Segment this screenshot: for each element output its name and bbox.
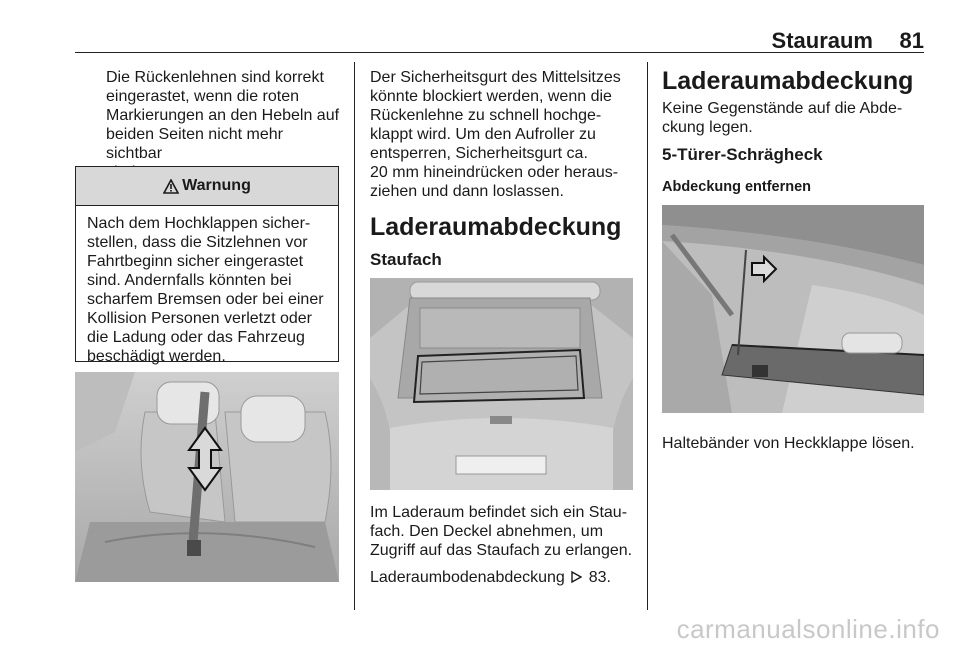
text-line: Keine Gegenstände auf die Abde- [662, 100, 903, 117]
text-line: ziehen und dann loslassen. [370, 183, 564, 200]
cross-reference [370, 568, 640, 587]
text-line: Markierungen an den Hebeln auf [106, 107, 340, 124]
text-line: Im Laderaum befindet sich ein Stau- [370, 504, 628, 521]
watermark: carmanualsonline.info [676, 614, 940, 644]
text-line: Der Sicherheitsgurt des Mittelsitzes [370, 69, 621, 86]
reference-page[interactable]: 83. [588, 569, 611, 586]
text-line: eingerastet, wenn die roten [106, 88, 300, 105]
warning-text [76, 206, 338, 366]
procedure-heading: Abdeckung entfernen [662, 179, 812, 195]
subsection-heading: Staufach [370, 250, 442, 269]
page-number: 81 [899, 28, 924, 53]
text-line: fach. Den Deckel abnehmen, um [370, 523, 604, 540]
text-line: Rückenlehne zu schnell hochge- [370, 107, 602, 124]
warning-box [75, 166, 339, 365]
cover-paragraph [662, 99, 924, 137]
text-line: Kollision Personen verletzt oder [87, 310, 313, 327]
subsection-heading-hatchback: 5-Türer-Schrägheck [662, 145, 823, 164]
text-line: könnte blockiert werden, wenn die [370, 88, 612, 105]
text-line: Zugriff auf das Staufach zu erlangen. [370, 542, 633, 559]
luggage-cover-illustration [662, 205, 924, 413]
text-line: beiden Seiten nicht mehr sichtbar [106, 126, 283, 162]
column-divider-1 [354, 62, 355, 610]
warning-header [76, 167, 338, 206]
belt-paragraph [370, 68, 638, 201]
text-line: 20 mm hineindrücken oder heraus- [370, 164, 619, 181]
text-line: sind. Andernfalls könnten bei [87, 272, 292, 289]
warning-label: Warnung [182, 177, 251, 194]
section-heading-cover: Laderaumabdeckung [662, 67, 914, 95]
section-title: Stauraum [771, 28, 873, 53]
text-line: Nach dem Hochklappen sicher- [87, 215, 311, 232]
text-line: beschädigt werden. [87, 348, 226, 365]
text-line: entsperren, Sicherheitsgurt ca. [370, 145, 588, 162]
cover-caption: Haltebänder von Heckklappe lösen. [662, 435, 915, 452]
cargo-compartment-illustration [370, 278, 633, 490]
page-reference-icon [571, 571, 582, 583]
compartment-caption [370, 503, 640, 560]
reference-label: Laderaumbodenabdeckung [370, 569, 565, 586]
text-line: stellen, dass die Sitzlehnen vor [87, 234, 308, 251]
text-line: ckung legen. [662, 119, 753, 136]
column-divider-2 [647, 62, 648, 610]
header-rule [75, 52, 924, 53]
section-heading: Laderaumabdeckung [370, 213, 622, 241]
text-line: Die Rückenlehnen sind korrekt [106, 69, 324, 86]
rear-seat-belt-illustration [75, 372, 339, 582]
text-line: klappt wird. Um den Aufroller zu [370, 126, 596, 143]
intro-paragraph [106, 68, 342, 182]
text-line: Fahrtbeginn sicher eingerastet [87, 253, 304, 270]
warning-triangle-icon [163, 179, 179, 194]
text-line: scharfem Bremsen oder bei einer [87, 291, 324, 308]
text-line: die Ladung oder das Fahrzeug [87, 329, 305, 346]
